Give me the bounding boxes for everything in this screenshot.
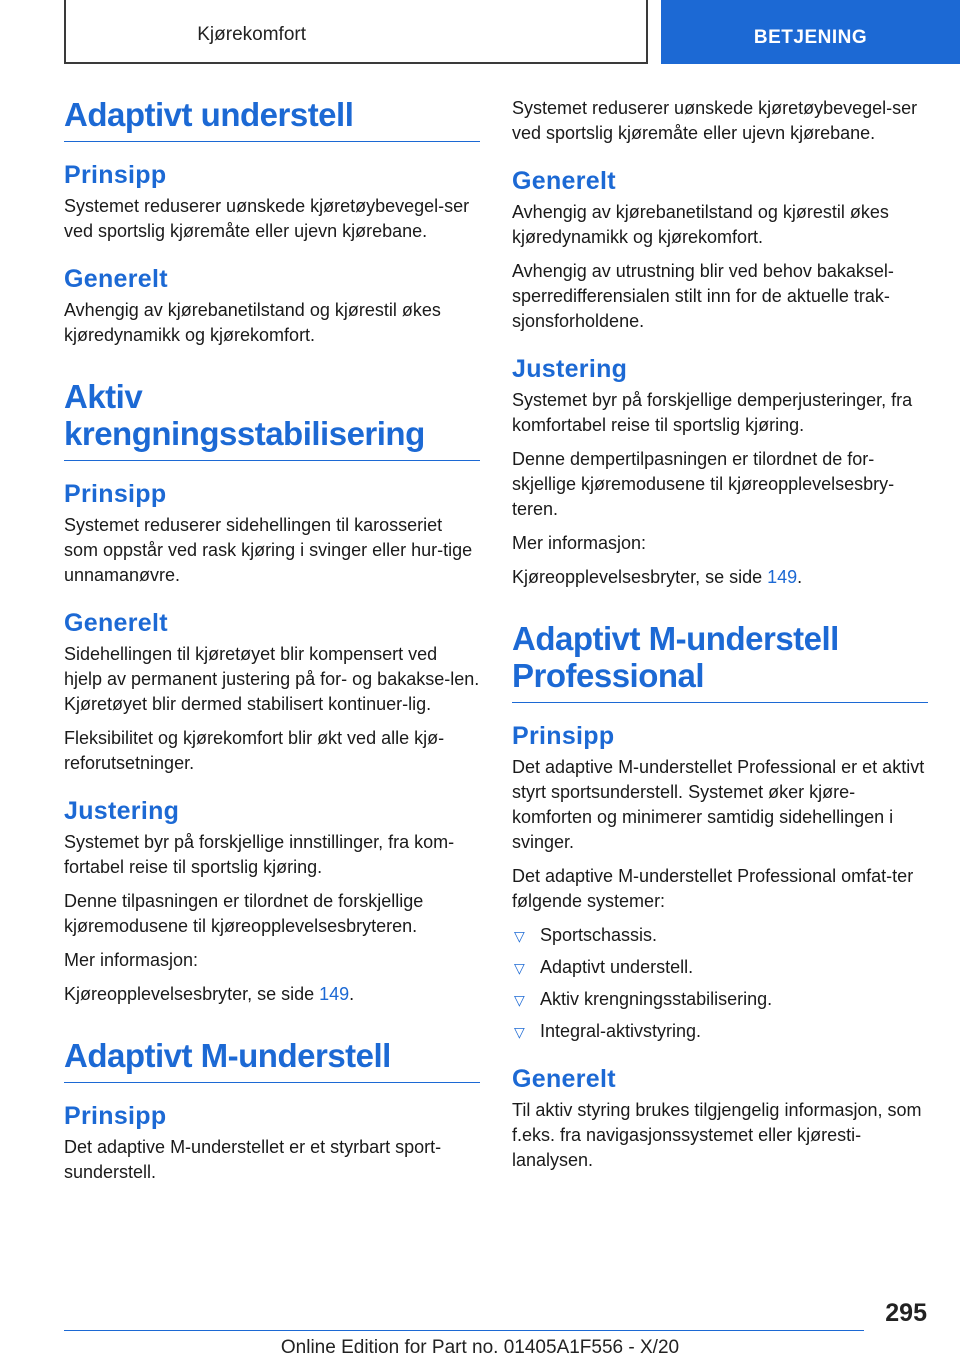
subheading-principle: Prinsipp	[64, 480, 167, 508]
header-section-box	[64, 0, 648, 64]
triangle-bullet-icon: ▽	[514, 992, 525, 1008]
list-item-text: Sportschassis.	[540, 925, 658, 945]
reference-text: Kjøreopplevelsesbryter, se side	[512, 567, 768, 587]
right-column	[512, 96, 928, 1182]
heading-active-roll-stabilization: Aktiv krengningsstabilisering	[64, 378, 480, 461]
triangle-bullet-icon: ▽	[514, 960, 525, 976]
reference-text: Kjøreopplevelsesbryter, se side	[64, 984, 320, 1004]
heading-adaptive-m-suspension-professional: Adaptivt M-understell Professional	[512, 620, 928, 703]
list-item-text: Adaptivt understell.	[540, 957, 694, 977]
paragraph: Mer informasjon:	[512, 533, 647, 553]
footer-divider	[64, 1330, 864, 1331]
paragraph: Mer informasjon:	[64, 950, 199, 970]
paragraph: Fleksibilitet og kjørekomfort blir økt ved alle kjø-reforutsetninger.	[64, 728, 445, 773]
page-number: 295	[885, 1299, 927, 1327]
systems-list	[512, 923, 928, 1044]
paragraph: Systemet byr på forskjellige innstillinger, fra kom-fortabel reise til sportslig kjøring.	[64, 832, 455, 877]
list-item-text: Aktiv krengningsstabilisering.	[540, 989, 773, 1009]
triangle-bullet-icon: ▽	[514, 1024, 525, 1040]
paragraph: Avhengig av kjørebanetilstand og kjørestil økes kjøredynamikk og kjørekomfort.	[64, 300, 441, 345]
subheading-general: Generelt	[512, 167, 616, 195]
paragraph: Det adaptive M-understellet er et styrbart sport-sunderstell.	[64, 1137, 442, 1182]
list-item	[512, 987, 928, 1012]
paragraph: Denne dempertilpasningen er tilordnet de for-skjellige kjøremodusene til kjøreopplevelsesbry-teren.	[512, 449, 895, 519]
subheading-adjustment: Justering	[64, 797, 180, 825]
left-column	[64, 96, 480, 1194]
page-reference	[512, 565, 928, 590]
page-link[interactable]: 149	[767, 567, 798, 587]
heading-adaptive-suspension: Adaptivt understell	[64, 96, 480, 142]
subheading-principle: Prinsipp	[512, 722, 615, 750]
subheading-general: Generelt	[64, 265, 168, 293]
heading-adaptive-m-suspension: Adaptivt M-understell	[64, 1037, 480, 1083]
reference-dot: .	[797, 567, 803, 587]
paragraph: Til aktiv styring brukes tilgjengelig informasjon, som f.eks. fra navigasjonssystemet eller kjøresti-lanalysen.	[512, 1100, 922, 1170]
paragraph: Systemet reduserer uønskede kjøretøybevegel-ser ved sportslig kjøremåte eller ujevn kjørebane.	[512, 98, 918, 143]
edition-footer: Online Edition for Part no. 01405A1F556 - X/20	[280, 1337, 680, 1358]
paragraph: Det adaptive M-understellet Professional er et aktivt styrt sportsunderstell. Systemet øker kjøre-komforten og minimerer samtidig sidehellingen i svinger.	[512, 757, 925, 852]
section-title: Kjørekomfort	[197, 24, 306, 45]
paragraph: Avhengig av kjørebanetilstand og kjørestil økes kjøredynamikk og kjørekomfort.	[512, 202, 889, 247]
paragraph: Systemet byr på forskjellige demperjusteringer, fra komfortabel reise til sportslig kjøring.	[512, 390, 913, 435]
paragraph: Det adaptive M-understellet Professional omfat-ter følgende systemer:	[512, 866, 914, 911]
paragraph: Denne tilpasningen er tilordnet de forskjellige kjøremodusene til kjøreopplevelsesbryteren.	[64, 891, 424, 936]
subheading-adjustment: Justering	[512, 355, 628, 383]
subheading-principle: Prinsipp	[64, 161, 167, 189]
chapter-tab[interactable]	[661, 0, 960, 64]
page-link[interactable]: 149	[319, 984, 350, 1004]
paragraph: Avhengig av utrustning blir ved behov bakaksel-sperredifferensialen stilt inn for de aktuelle trak-sjonsforholdene.	[512, 261, 894, 331]
paragraph: Systemet reduserer uønskede kjøretøybevegel-ser ved sportslig kjøremåte eller ujevn kjørebane.	[64, 196, 470, 241]
page-reference	[64, 982, 480, 1007]
paragraph: Systemet reduserer sidehellingen til karosseriet som oppstår ved rask kjøring i svinger eller hur-tige unnamanøvre.	[64, 515, 473, 585]
list-item-text: Integral-aktivstyring.	[540, 1021, 702, 1041]
triangle-bullet-icon: ▽	[514, 928, 525, 944]
subheading-general: Generelt	[64, 609, 168, 637]
list-item	[512, 955, 928, 980]
list-item	[512, 923, 928, 948]
subheading-general: Generelt	[512, 1065, 616, 1093]
subheading-principle: Prinsipp	[64, 1102, 167, 1130]
reference-dot: .	[349, 984, 355, 1004]
paragraph: Sidehellingen til kjøretøyet blir kompensert ved hjelp av permanent justering på for- og bakakse-len. Kjøretøyet blir dermed stabilisert kontinuer-lig.	[64, 644, 480, 714]
list-item	[512, 1019, 928, 1044]
chapter-title: BETJENING	[753, 27, 868, 48]
